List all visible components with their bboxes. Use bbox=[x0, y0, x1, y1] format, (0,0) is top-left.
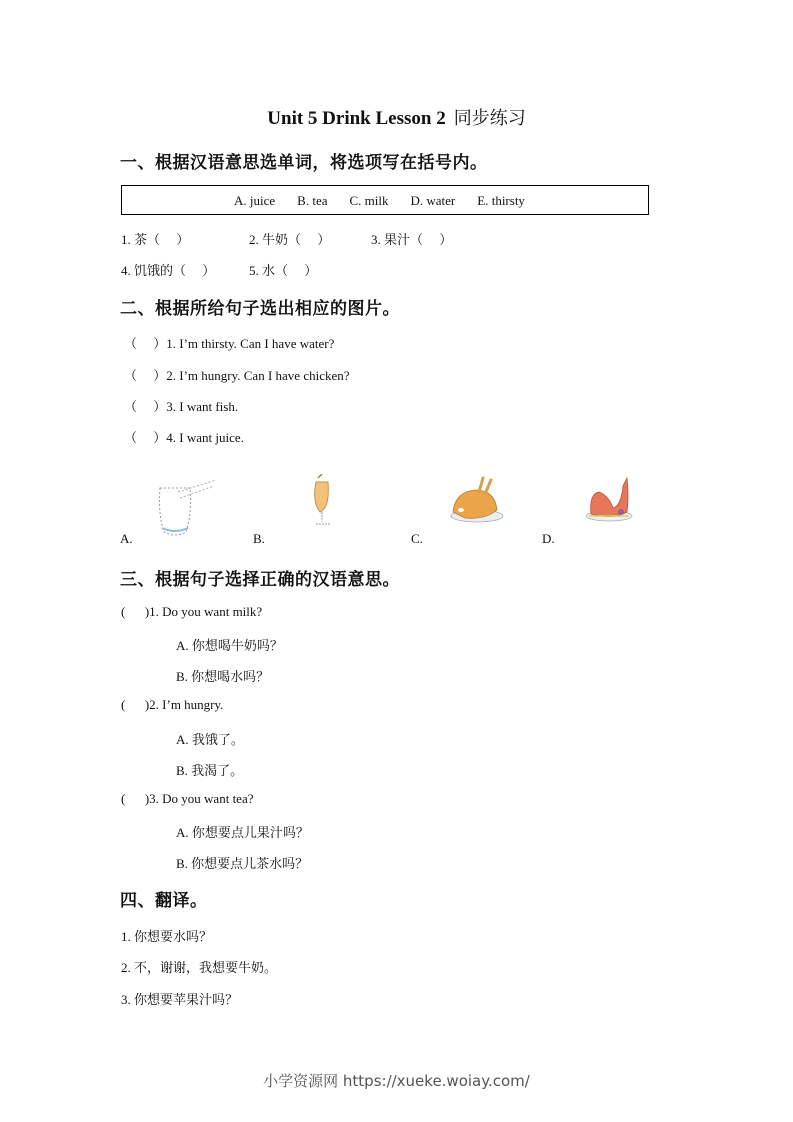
s1-item-5: 5. 水（ ） bbox=[249, 263, 318, 278]
s2-item-4: （ ）4. I want juice. bbox=[124, 430, 244, 445]
juice-glass-icon bbox=[308, 474, 338, 528]
s3-question-1: ( )1. Do you want milk? bbox=[121, 604, 263, 619]
word-option: A. juice bbox=[234, 193, 276, 208]
s3-q1-option-b: B. 你想喝水吗？ bbox=[176, 669, 270, 684]
page-title bbox=[0, 104, 793, 130]
s3-q2-option-a: A. 我饿了。 bbox=[176, 732, 244, 747]
title-chinese: 同步练习 bbox=[453, 108, 526, 129]
s3-question-3: ( )3. Do you want tea? bbox=[121, 791, 254, 806]
picture-label-d: D. bbox=[542, 531, 555, 546]
picture-label-a: A. bbox=[120, 531, 133, 546]
footer-watermark: 小学资源网 https://xueke.woiay.com/ bbox=[263, 1072, 530, 1090]
section-4-heading: 四、翻译。 bbox=[120, 891, 208, 911]
s3-question-2: ( )2. I’m hungry. bbox=[121, 697, 224, 712]
s3-q3-option-b: B. 你想要点儿茶水吗？ bbox=[176, 856, 309, 871]
word-option: C. milk bbox=[349, 193, 389, 208]
s3-q2-option-b: B. 我渴了。 bbox=[176, 763, 244, 778]
word-bank bbox=[234, 193, 547, 209]
s4-item-2: 2. 不，谢谢，我想要牛奶。 bbox=[121, 960, 278, 975]
roast-chicken-icon bbox=[445, 474, 505, 526]
title-english: Unit 5 Drink Lesson 2 bbox=[267, 108, 446, 129]
word-option: D. water bbox=[410, 193, 456, 208]
s3-q1-option-a: A. 你想喝牛奶吗？ bbox=[176, 638, 283, 653]
section-3-heading: 三、根据句子选择正确的汉语意思。 bbox=[120, 570, 400, 590]
s1-item-2: 2. 牛奶（ ） bbox=[249, 232, 331, 247]
s1-item-3: 3. 果汁（ ） bbox=[371, 232, 453, 247]
section-1-heading: 一、根据汉语意思选单词，将选项写在括号内。 bbox=[120, 153, 488, 173]
fish-dish-icon bbox=[583, 476, 635, 526]
s1-item-1: 1. 茶（ ） bbox=[121, 232, 190, 247]
word-option: B. tea bbox=[297, 193, 328, 208]
word-option: E. thirsty bbox=[477, 193, 525, 208]
water-glass-icon bbox=[150, 470, 220, 540]
s3-q3-option-a: A. 你想要点儿果汁吗？ bbox=[176, 825, 309, 840]
word-bank-box bbox=[121, 185, 649, 215]
s1-item-4: 4. 饥饿的（ ） bbox=[121, 263, 216, 278]
s4-item-3: 3. 你想要苹果汁吗？ bbox=[121, 992, 239, 1007]
s4-item-1: 1. 你想要水吗？ bbox=[121, 929, 213, 944]
s2-item-2: （ ）2. I’m hungry. Can I have chicken? bbox=[124, 368, 350, 383]
picture-label-c: C. bbox=[411, 531, 423, 546]
section-2-heading: 二、根据所给句子选出相应的图片。 bbox=[120, 299, 400, 319]
s2-item-1: （ ）1. I’m thirsty. Can I have water? bbox=[124, 336, 335, 351]
picture-label-b: B. bbox=[253, 531, 265, 546]
s2-item-3: （ ）3. I want fish. bbox=[124, 399, 239, 414]
